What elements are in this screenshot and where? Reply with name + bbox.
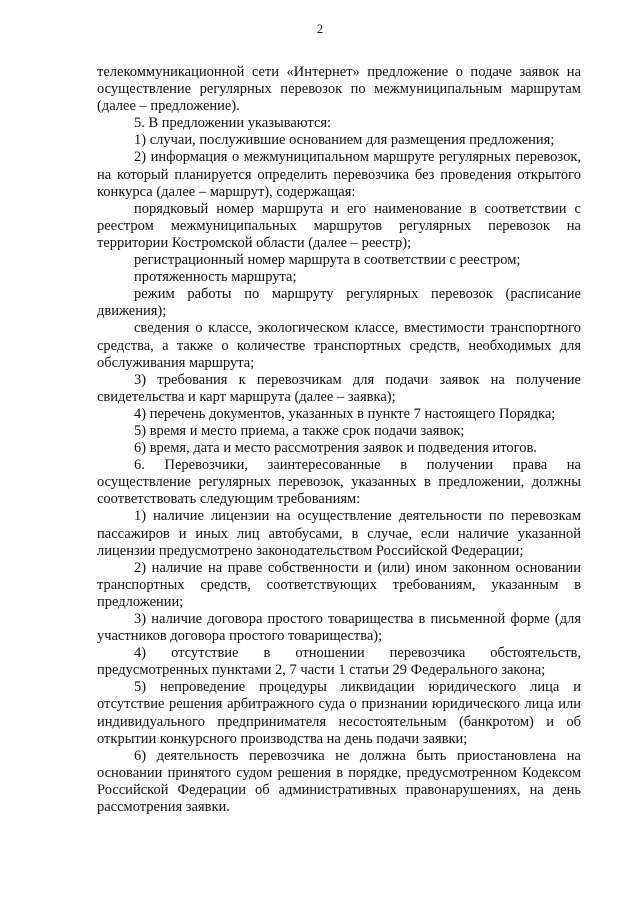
paragraph: 1) случаи, послужившие основанием для размещения предложения; [134,132,555,149]
paragraph: регистрационный номер маршрута в соответствии с реестром; [134,252,521,269]
paragraph: протяженность маршрута; [134,269,297,286]
paragraph: 1) наличие лицензии на осуществление деятельности по перевозкам пассажиров и иных лиц автобусами, в случае, если наличие указанной лицензии предусмотрено законодательством Российской Федерации; [97,508,581,559]
paragraph: 2) информация о межмуниципальном маршруте регулярных перевозок, на который планируется определить перевозчика без проведения открытого конкурса (далее – маршрут), содержащая: [97,149,581,200]
paragraph: 6) деятельность перевозчика не должна быть приостановлена на основании принятого судом решения в порядке, предусмотренном Кодексом Российской Федерации об административных правонарушениях, на день рассмотрения заявки. [97,747,581,816]
paragraph: телекоммуникационной сети «Интернет» предложение о подаче заявок на осуществление регулярных перевозок по межмуниципальным маршрутам (далее – предложение). [97,64,581,115]
paragraph: 5) непроведение процедуры ликвидации юридического лица и отсутствие решения арбитражного суда о признании юридического лица или индивидуального предпринимателя несостоятельным (банкротом) и об открытии конкурсного производства на день подачи заявки; [97,679,581,747]
paragraph: 3) требования к перевозчикам для подачи заявок на получение свидетельства и карт маршрута (далее – заявка); [97,371,581,405]
paragraph: 4) отсутствие в отношении перевозчика обстоятельств, предусмотренных пунктами 2, 7 части 1 статьи 29 Федерального закона; [97,645,581,679]
paragraph: 2) наличие на праве собственности и (или) ином законном основании транспортных средств, соответствующих требованиям, указанным в предложении; [97,559,581,610]
paragraph: сведения о классе, экологическом классе, вместимости транспортного средства, а также о количестве транспортных средств, необходимых для обслуживания маршрута; [97,320,581,371]
paragraph: порядковый номер маршрута и его наименование в соответствии с реестром межмуниципальных маршрутов регулярных перевозок на территории Костромской области (далее – реестр); [97,200,581,251]
paragraph: режим работы по маршруту регулярных перевозок (расписание движения); [97,286,581,320]
paragraph: 6) время, дата и место рассмотрения заявок и подведения итогов. [134,440,537,457]
document-body [97,64,581,816]
page-number: 2 [316,22,324,36]
paragraph: 3) наличие договора простого товарищества в письменной форме (для участников договора простого товарищества); [97,611,581,645]
paragraph: 5) время и место приема, а также срок подачи заявок; [134,422,465,439]
paragraph: 5. В предложении указываются: [134,115,332,132]
paragraph: 6. Перевозчики, заинтересованные в получении права на осуществление регулярных перевозок, указанных в предложении, должны соответствовать следующим требованиям: [97,457,581,508]
paragraph: 4) перечень документов, указанных в пункте 7 настоящего Порядка; [134,405,556,422]
